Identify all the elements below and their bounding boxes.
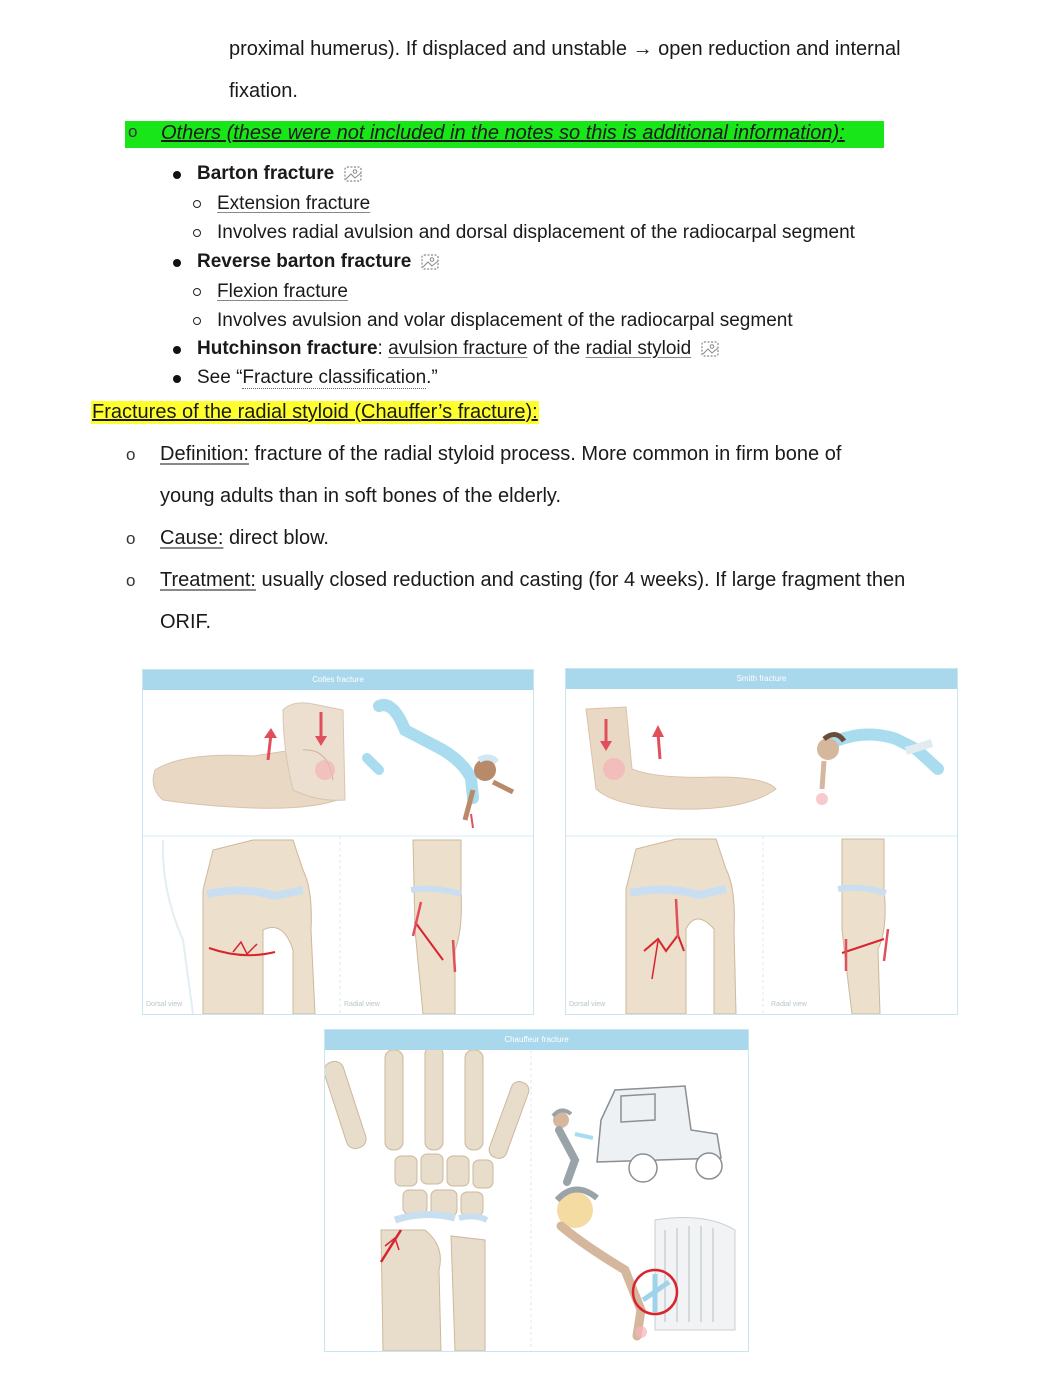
see-item[interactable] bbox=[197, 367, 438, 389]
barton-title: Barton fracture bbox=[197, 163, 335, 184]
image-link-icon[interactable] bbox=[421, 254, 439, 270]
smith-dorsal-label: Dorsal view bbox=[569, 1001, 606, 1008]
treatment-bullet: o bbox=[126, 571, 136, 590]
colles-illustration bbox=[143, 690, 533, 1014]
see-suffix: .” bbox=[426, 367, 438, 388]
others-bullet: o bbox=[128, 122, 138, 141]
barton-sub-2: Involves radial avulsion and dorsal displacement of the radiocarpal segment bbox=[217, 222, 855, 243]
others-heading: Others (these were not included in the notes so this is additional information): bbox=[161, 122, 845, 144]
hutchinson-title: Hutchinson fracture bbox=[197, 338, 378, 359]
image-link-icon[interactable] bbox=[701, 341, 719, 357]
barton-sub-1[interactable]: Extension fracture bbox=[217, 193, 371, 214]
reverse-barton-title: Reverse barton fracture bbox=[197, 251, 412, 272]
sub-bullet bbox=[193, 229, 201, 237]
definition-line-1 bbox=[160, 443, 841, 466]
fracture-classification-link[interactable]: Fracture classification bbox=[242, 367, 427, 388]
smith-figure bbox=[565, 668, 958, 1015]
image-link-icon[interactable] bbox=[344, 166, 362, 182]
bullet-dot bbox=[173, 346, 181, 354]
chauffeur-title: Chauffeur fracture bbox=[325, 1030, 748, 1050]
colles-figure bbox=[142, 669, 534, 1015]
sub-bullet bbox=[193, 200, 201, 208]
intro-line-2: fixation. bbox=[229, 80, 298, 102]
colles-dorsal-label: Dorsal view bbox=[146, 1001, 183, 1008]
section-heading: Fractures of the radial styloid (Chauffer’s fracture): bbox=[92, 401, 538, 423]
hutchinson-text: of the bbox=[532, 338, 581, 359]
chauffeur-figure bbox=[324, 1029, 749, 1352]
treatment-line-1 bbox=[160, 569, 905, 592]
bullet-dot bbox=[173, 171, 181, 179]
cause-text: direct blow. bbox=[228, 527, 329, 549]
avulsion-fracture-link[interactable]: avulsion fracture bbox=[388, 338, 528, 359]
colles-radial-label: Radial view bbox=[344, 1001, 380, 1008]
cause-line bbox=[160, 527, 329, 550]
definition-label: Definition: bbox=[160, 443, 249, 465]
cause-label: Cause: bbox=[160, 527, 224, 549]
treatment-text: usually closed reduction and casting (for 4 weeks). If large fragment then bbox=[261, 569, 906, 591]
reverse-barton-sub-2: Involves avulsion and volar displacement of the radiocarpal segment bbox=[217, 310, 793, 331]
reverse-barton-item[interactable] bbox=[197, 251, 439, 273]
treatment-label: Treatment: bbox=[160, 569, 256, 591]
hutchinson-item[interactable] bbox=[197, 338, 719, 360]
sub-bullet bbox=[193, 317, 201, 325]
definition-line-2: young adults than in soft bones of the elderly. bbox=[160, 485, 562, 507]
radial-styloid-link[interactable]: radial styloid bbox=[585, 338, 692, 359]
intro-text-a: proximal humerus). If displaced and unstable bbox=[229, 38, 627, 60]
bullet-dot bbox=[173, 375, 181, 383]
smith-title: Smith fracture bbox=[566, 669, 957, 689]
smith-radial-label: Radial view bbox=[771, 1001, 807, 1008]
sub-bullet bbox=[193, 288, 201, 296]
arrow-icon: → bbox=[632, 38, 653, 60]
reverse-barton-sub-1[interactable]: Flexion fracture bbox=[217, 281, 348, 302]
see-prefix: See “ bbox=[197, 367, 243, 388]
smith-illustration bbox=[566, 689, 957, 1014]
chauffeur-illustration bbox=[325, 1050, 748, 1351]
barton-item[interactable] bbox=[197, 163, 362, 185]
cause-bullet: o bbox=[126, 529, 136, 548]
bullet-dot bbox=[173, 259, 181, 267]
hutchinson-colon: : bbox=[377, 338, 383, 359]
intro-line-1 bbox=[229, 38, 901, 61]
treatment-line-2: ORIF. bbox=[160, 611, 212, 633]
definition-text: fracture of the radial styloid process. More common in firm bone of bbox=[254, 443, 842, 465]
intro-text-b: open reduction and internal bbox=[658, 38, 901, 60]
colles-title: Colles fracture bbox=[143, 670, 533, 690]
definition-bullet: o bbox=[126, 445, 136, 464]
